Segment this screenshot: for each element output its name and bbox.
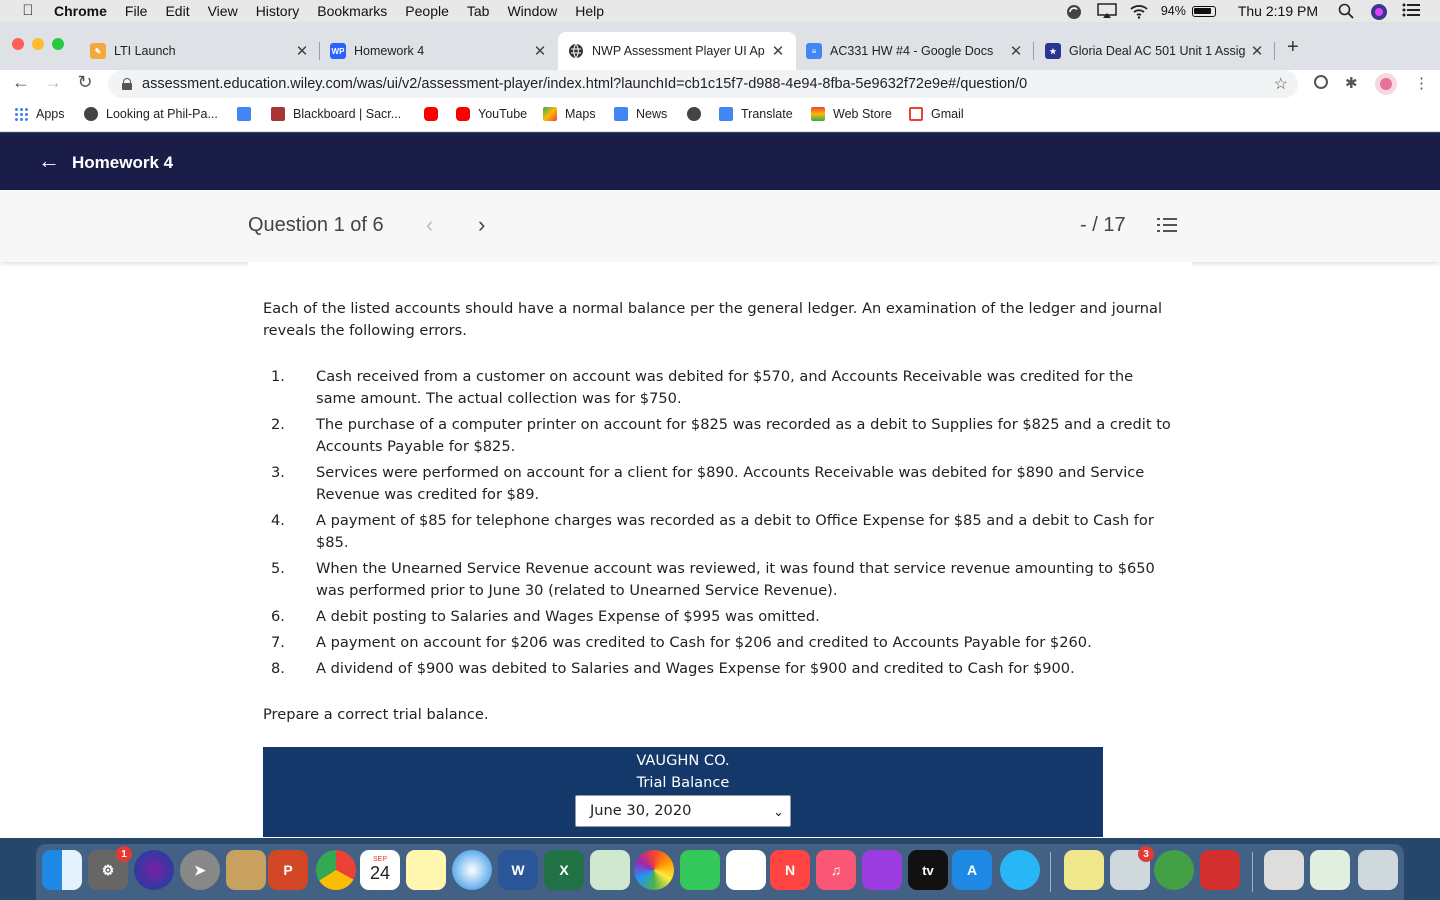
docs-icon <box>237 107 251 121</box>
globe-icon <box>687 107 701 121</box>
address-bar[interactable] <box>108 70 1298 98</box>
menu-history[interactable]: History <box>255 3 300 19</box>
close-tab-icon[interactable]: ✕ <box>771 43 785 60</box>
menu-view[interactable]: View <box>207 3 238 19</box>
tab-strip <box>0 22 1440 70</box>
youtube-icon <box>456 107 470 121</box>
list-item: 8. A dividend of $900 was debited to Salaries and Wages Expense for $900 and credited to Cash for $900. <box>271 660 1075 677</box>
calendar-icon[interactable]: SEP 24 <box>360 850 400 890</box>
close-tab-icon[interactable]: ✕ <box>1250 43 1264 60</box>
apple-tv-icon[interactable]: tv <box>908 850 948 890</box>
acrobat-icon[interactable] <box>1200 850 1240 890</box>
globe-icon <box>84 107 98 121</box>
menu-window[interactable]: Window <box>507 3 558 19</box>
maps-icon <box>543 107 557 121</box>
forward-arrow-icon[interactable]: → <box>44 72 62 92</box>
menu-bookmarks[interactable]: Bookmarks <box>317 3 388 19</box>
question-content <box>248 262 1192 838</box>
profile-avatar[interactable] <box>1374 72 1398 100</box>
tab-title: Homework 4 <box>354 44 425 58</box>
zoom-window-button[interactable] <box>52 38 64 50</box>
mac-dock <box>0 838 1440 900</box>
translate-icon <box>719 107 733 121</box>
notification-center-icon[interactable] <box>1402 3 1420 19</box>
new-tab-plus-icon[interactable]: + <box>1287 36 1299 58</box>
window-controls <box>12 38 64 50</box>
extension-circle-icon[interactable] <box>1313 74 1329 94</box>
list-item: 2. The purchase of a computer printer on account for $825 was recorded as a debit to Supplies for $825 and a credit to Accounts Payable for $825. <box>271 416 1171 455</box>
date-select[interactable] <box>575 795 791 827</box>
apple-icon[interactable] <box>20 3 36 19</box>
menu-edit[interactable]: Edit <box>165 3 190 19</box>
question-nav-bar <box>0 190 1440 262</box>
assignment-title[interactable]: Homework 4 <box>72 153 174 172</box>
bookmark-translate[interactable]: Translate <box>719 107 793 121</box>
lock-icon[interactable] <box>122 78 132 90</box>
excel-icon[interactable]: X <box>544 850 584 890</box>
word-icon[interactable]: W <box>498 850 538 890</box>
wifi-icon[interactable] <box>1129 3 1147 19</box>
powerpoint-icon[interactable]: P <box>268 850 308 890</box>
news-icon[interactable]: N <box>770 850 810 890</box>
airplay-icon[interactable] <box>1097 3 1115 19</box>
tab-gloria-deal[interactable] <box>1035 32 1275 70</box>
gmail-icon <box>909 107 923 121</box>
menu-app-name[interactable]: Chrome <box>54 3 107 19</box>
apps-grid-icon <box>14 107 28 121</box>
extensions-puzzle-icon[interactable]: ✱ <box>1345 75 1358 92</box>
siri-icon[interactable] <box>1370 3 1388 19</box>
wp-icon: WP <box>330 43 346 59</box>
messages-icon[interactable] <box>1000 850 1040 890</box>
bookmark-gmail[interactable]: Gmail <box>909 107 964 121</box>
trash-icon[interactable] <box>1358 850 1398 890</box>
tab-title: NWP Assessment Player UI Ap <box>592 44 765 58</box>
podcasts-icon[interactable] <box>862 850 902 890</box>
star-icon: ★ <box>1045 43 1061 59</box>
docs-icon: ≡ <box>806 43 822 59</box>
news-icon <box>614 107 628 121</box>
list-item: 5. When the Unearned Service Revenue account was reviewed, it was found that service revenue amounting to $650 was performed prior to June 30 (related to Unearned Service Revenue). <box>271 560 1155 599</box>
chevron-down-icon: ⌄ <box>773 805 784 820</box>
close-tab-icon[interactable]: ✕ <box>1009 43 1023 60</box>
bookmark-star-icon[interactable]: ☆ <box>1273 76 1288 93</box>
error-list <box>263 366 1173 684</box>
date-select-value: June 30, 2020 <box>590 802 692 819</box>
question-list-icon[interactable] <box>1157 217 1179 235</box>
tab-title: AC331 HW #4 - Google Docs <box>830 44 994 58</box>
list-item: 3. Services were performed on account for a client for $890. Accounts Receivable was debited for $890 and Service Revenue was credited for $89. <box>271 464 1145 503</box>
mac-menubar <box>0 0 1440 22</box>
bookmark-youtube[interactable]: YouTube <box>456 107 527 121</box>
bookmark-youtube-icon-only[interactable] <box>424 107 446 121</box>
youtube-icon <box>424 107 438 121</box>
tab-title: Gloria Deal AC 501 Unit 1 Assig <box>1069 44 1246 58</box>
siri-icon[interactable] <box>134 850 174 890</box>
list-item: 1. Cash received from a customer on account was debited for $570, and Accounts Receivable was credited for the same amount. The actual collection was for $750. <box>271 368 1134 407</box>
mail-icon[interactable]: 3 <box>1110 850 1150 890</box>
blackboard-icon <box>271 107 285 121</box>
safari-icon[interactable] <box>452 850 492 890</box>
bookmark-docs[interactable] <box>237 107 259 121</box>
battery-icon[interactable] <box>1192 6 1216 17</box>
contacts-icon[interactable] <box>226 850 266 890</box>
tab-homework-4[interactable] <box>320 32 558 70</box>
reminders-icon[interactable] <box>726 850 766 890</box>
system-preferences-icon[interactable]: ⚙ 1 <box>88 850 128 890</box>
company-name: VAUGHN CO. <box>636 752 730 769</box>
previous-question-chevron-icon[interactable]: ‹ <box>426 212 434 237</box>
list-item: 6. A debit posting to Salaries and Wages Expense of $995 was omitted. <box>271 608 820 625</box>
list-item: 4. A payment of $85 for telephone charges was recorded as a debit to Office Expense for $85 and a debit to Cash for $85. <box>271 512 1154 551</box>
close-window-button[interactable] <box>12 38 24 50</box>
music-icon[interactable]: ♫ <box>816 850 856 890</box>
reload-icon[interactable]: ↻ <box>77 72 93 92</box>
documents-stack-icon[interactable] <box>1310 850 1350 890</box>
back-arrow-icon[interactable]: ← <box>12 72 30 92</box>
tab-title: LTI Launch <box>114 44 176 58</box>
battery-percent: 94% <box>1160 4 1186 18</box>
browser-toolbar <box>0 70 1440 98</box>
menu-tab[interactable]: Tab <box>466 3 490 19</box>
pencil-icon: ✎ <box>90 43 106 59</box>
assignment-header <box>0 133 1440 190</box>
globe-icon <box>568 43 584 59</box>
menu-people[interactable]: People <box>405 3 449 19</box>
maps-icon[interactable] <box>590 850 630 890</box>
bookmark-maps[interactable]: Maps <box>543 107 596 121</box>
menu-help[interactable]: Help <box>575 3 605 19</box>
facetime-icon[interactable] <box>680 850 720 890</box>
bookmark-apps[interactable]: Apps <box>14 107 65 121</box>
web-page <box>0 133 1440 838</box>
bookmark-news[interactable]: News <box>614 107 667 121</box>
app-circle-icon[interactable] <box>1154 850 1194 890</box>
back-arrow-icon[interactable]: ← <box>38 148 60 173</box>
bookmark-looking-at-phil-pa[interactable]: Looking at Phil-Pa... <box>84 107 218 121</box>
menubar-clock[interactable]: Thu 2:19 PM <box>1237 3 1318 19</box>
url-text[interactable]: assessment.education.wiley.com/was/ui/v2/assessment-player/index.html?launchId=cb1c15f7-d988-4e94-8fba-5e9632f72e9e#/question/0 <box>142 76 1028 92</box>
question-intro: Each of the listed accounts should have a normal balance per the general ledger. An examination of the ledger and journal reveals the following errors. <box>263 300 1163 339</box>
menu-file[interactable]: File <box>124 3 148 19</box>
score-display: - / 17 <box>1080 214 1126 236</box>
tab-ac331-google-docs[interactable] <box>796 32 1034 70</box>
minimize-window-button[interactable] <box>32 38 44 50</box>
bookmark-globe[interactable] <box>687 107 709 121</box>
list-item: 7. A payment on account for $206 was credited to Cash for $206 and credited to Accounts Payable for $260. <box>271 634 1092 651</box>
launchpad-icon[interactable]: ➤ <box>180 850 220 890</box>
stickies-icon[interactable] <box>1064 850 1104 890</box>
close-tab-icon[interactable]: ✕ <box>295 43 309 60</box>
bookmark-blackboard[interactable]: Blackboard | Sacr... <box>271 107 401 121</box>
photos-icon[interactable] <box>634 850 674 890</box>
question-counter: Question 1 of 6 <box>248 214 384 236</box>
spotlight-icon[interactable] <box>1338 3 1356 19</box>
tab-nwp-assessment-player[interactable] <box>558 32 796 70</box>
notes-icon[interactable] <box>406 850 446 890</box>
chrome-icon[interactable] <box>316 850 356 890</box>
app-store-icon[interactable]: A <box>952 850 992 890</box>
tab-lti-launch[interactable] <box>80 32 320 70</box>
next-question-chevron-icon[interactable]: › <box>478 212 486 237</box>
bookmark-web-store[interactable]: Web Store <box>811 107 892 121</box>
question-prompt: Prepare a correct trial balance. <box>263 706 489 723</box>
chrome-menu-icon[interactable]: ⋮ <box>1414 75 1429 92</box>
close-tab-icon[interactable]: ✕ <box>533 43 547 60</box>
statement-title: Trial Balance <box>636 774 730 791</box>
downloads-stack-icon[interactable] <box>1264 850 1304 890</box>
bookmarks-bar <box>0 98 1440 132</box>
finder-icon[interactable] <box>42 850 82 890</box>
trial-balance-header <box>263 747 1103 837</box>
sync-status-icon[interactable] <box>1065 3 1083 19</box>
web-store-icon <box>811 107 825 121</box>
